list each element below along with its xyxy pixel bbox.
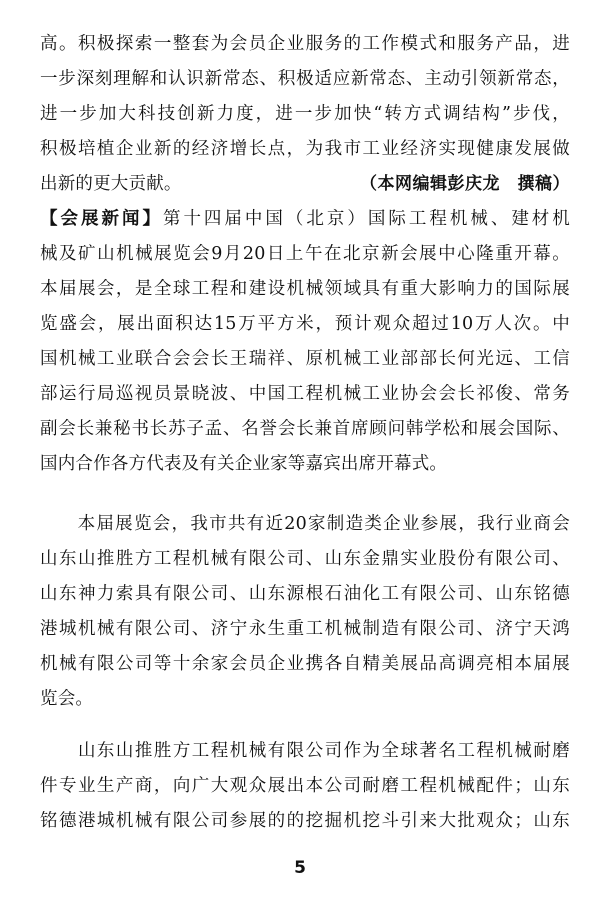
text-line: 进一步加大科技创新力度，进一步加快“转方式调结构”步伐， bbox=[40, 104, 570, 124]
text-line: 积极培植企业新的经济增长点，为我市工业经济实现健康发展做 bbox=[40, 139, 570, 159]
page-number: 5 bbox=[294, 858, 306, 878]
text-line-with-tag bbox=[40, 209, 570, 229]
text-line: 部运行局巡视员景晓波、中国工程机械工业协会会长祁俊、常务 bbox=[40, 384, 570, 404]
text-line: 国机械工业联合会会长王瑞祥、原机械工业部部长何光远、工信 bbox=[40, 349, 570, 369]
text-line: 览会。 bbox=[40, 689, 94, 709]
text-line: 件专业生产商，向广大观众展出本公司耐磨工程机械配件；山东 bbox=[40, 776, 570, 796]
text-line: 一步深刻理解和认识新常态、积极适应新常态、主动引领新常态， bbox=[40, 69, 570, 89]
text-line: 机械有限公司等十余家会员企业携各自精美展品高调亮相本届展 bbox=[40, 654, 570, 674]
text-line: 国内合作各方代表及有关企业家等嘉宾出席开幕式。 bbox=[40, 454, 448, 474]
text-line: 高。积极探索一整套为会员企业服务的工作模式和服务产品，进 bbox=[40, 34, 570, 54]
text-line: 铭德港城机械有限公司参展的的挖掘机挖斗引来大批观众；山东 bbox=[40, 811, 570, 831]
text-line: 山东山推胜方工程机械有限公司、山东金鼎实业股份有限公司、 bbox=[40, 549, 570, 569]
text-line: 港城机械有限公司、济宁永生重工机械制造有限公司、济宁天鸿 bbox=[40, 619, 570, 639]
text-line: 械及矿山机械展览会9月20日上午在北京新会展中心隆重开幕。 bbox=[40, 244, 570, 264]
text-line: 本届展览会，我市共有近20家制造类企业参展，我行业商会 bbox=[40, 514, 570, 534]
text-line: 出新的更大贡献。 bbox=[40, 174, 182, 194]
text-line-rest: 第十四届中国（北京）国际工程机械、建材机 bbox=[162, 209, 570, 229]
text-line: 本届展会，是全球工程和建设机械领域具有重大影响力的国际展 bbox=[40, 279, 570, 299]
text-line: 览盛会，展出面积达15万平方米，预计观众超过10万人次。中 bbox=[40, 314, 570, 334]
text-line: 山东山推胜方工程机械有限公司作为全球著名工程机械耐磨 bbox=[40, 741, 570, 761]
author-credit: （本网编辑彭庆龙 撰稿） bbox=[360, 174, 570, 194]
text-line: 副会长兼秘书长苏子孟、名誉会长兼首席顾问韩学松和展会国际、 bbox=[40, 419, 570, 439]
section-tag: 【会展新闻】 bbox=[40, 209, 163, 229]
text-line: 山东神力索具有限公司、山东源根石油化工有限公司、山东铭德 bbox=[40, 584, 570, 604]
